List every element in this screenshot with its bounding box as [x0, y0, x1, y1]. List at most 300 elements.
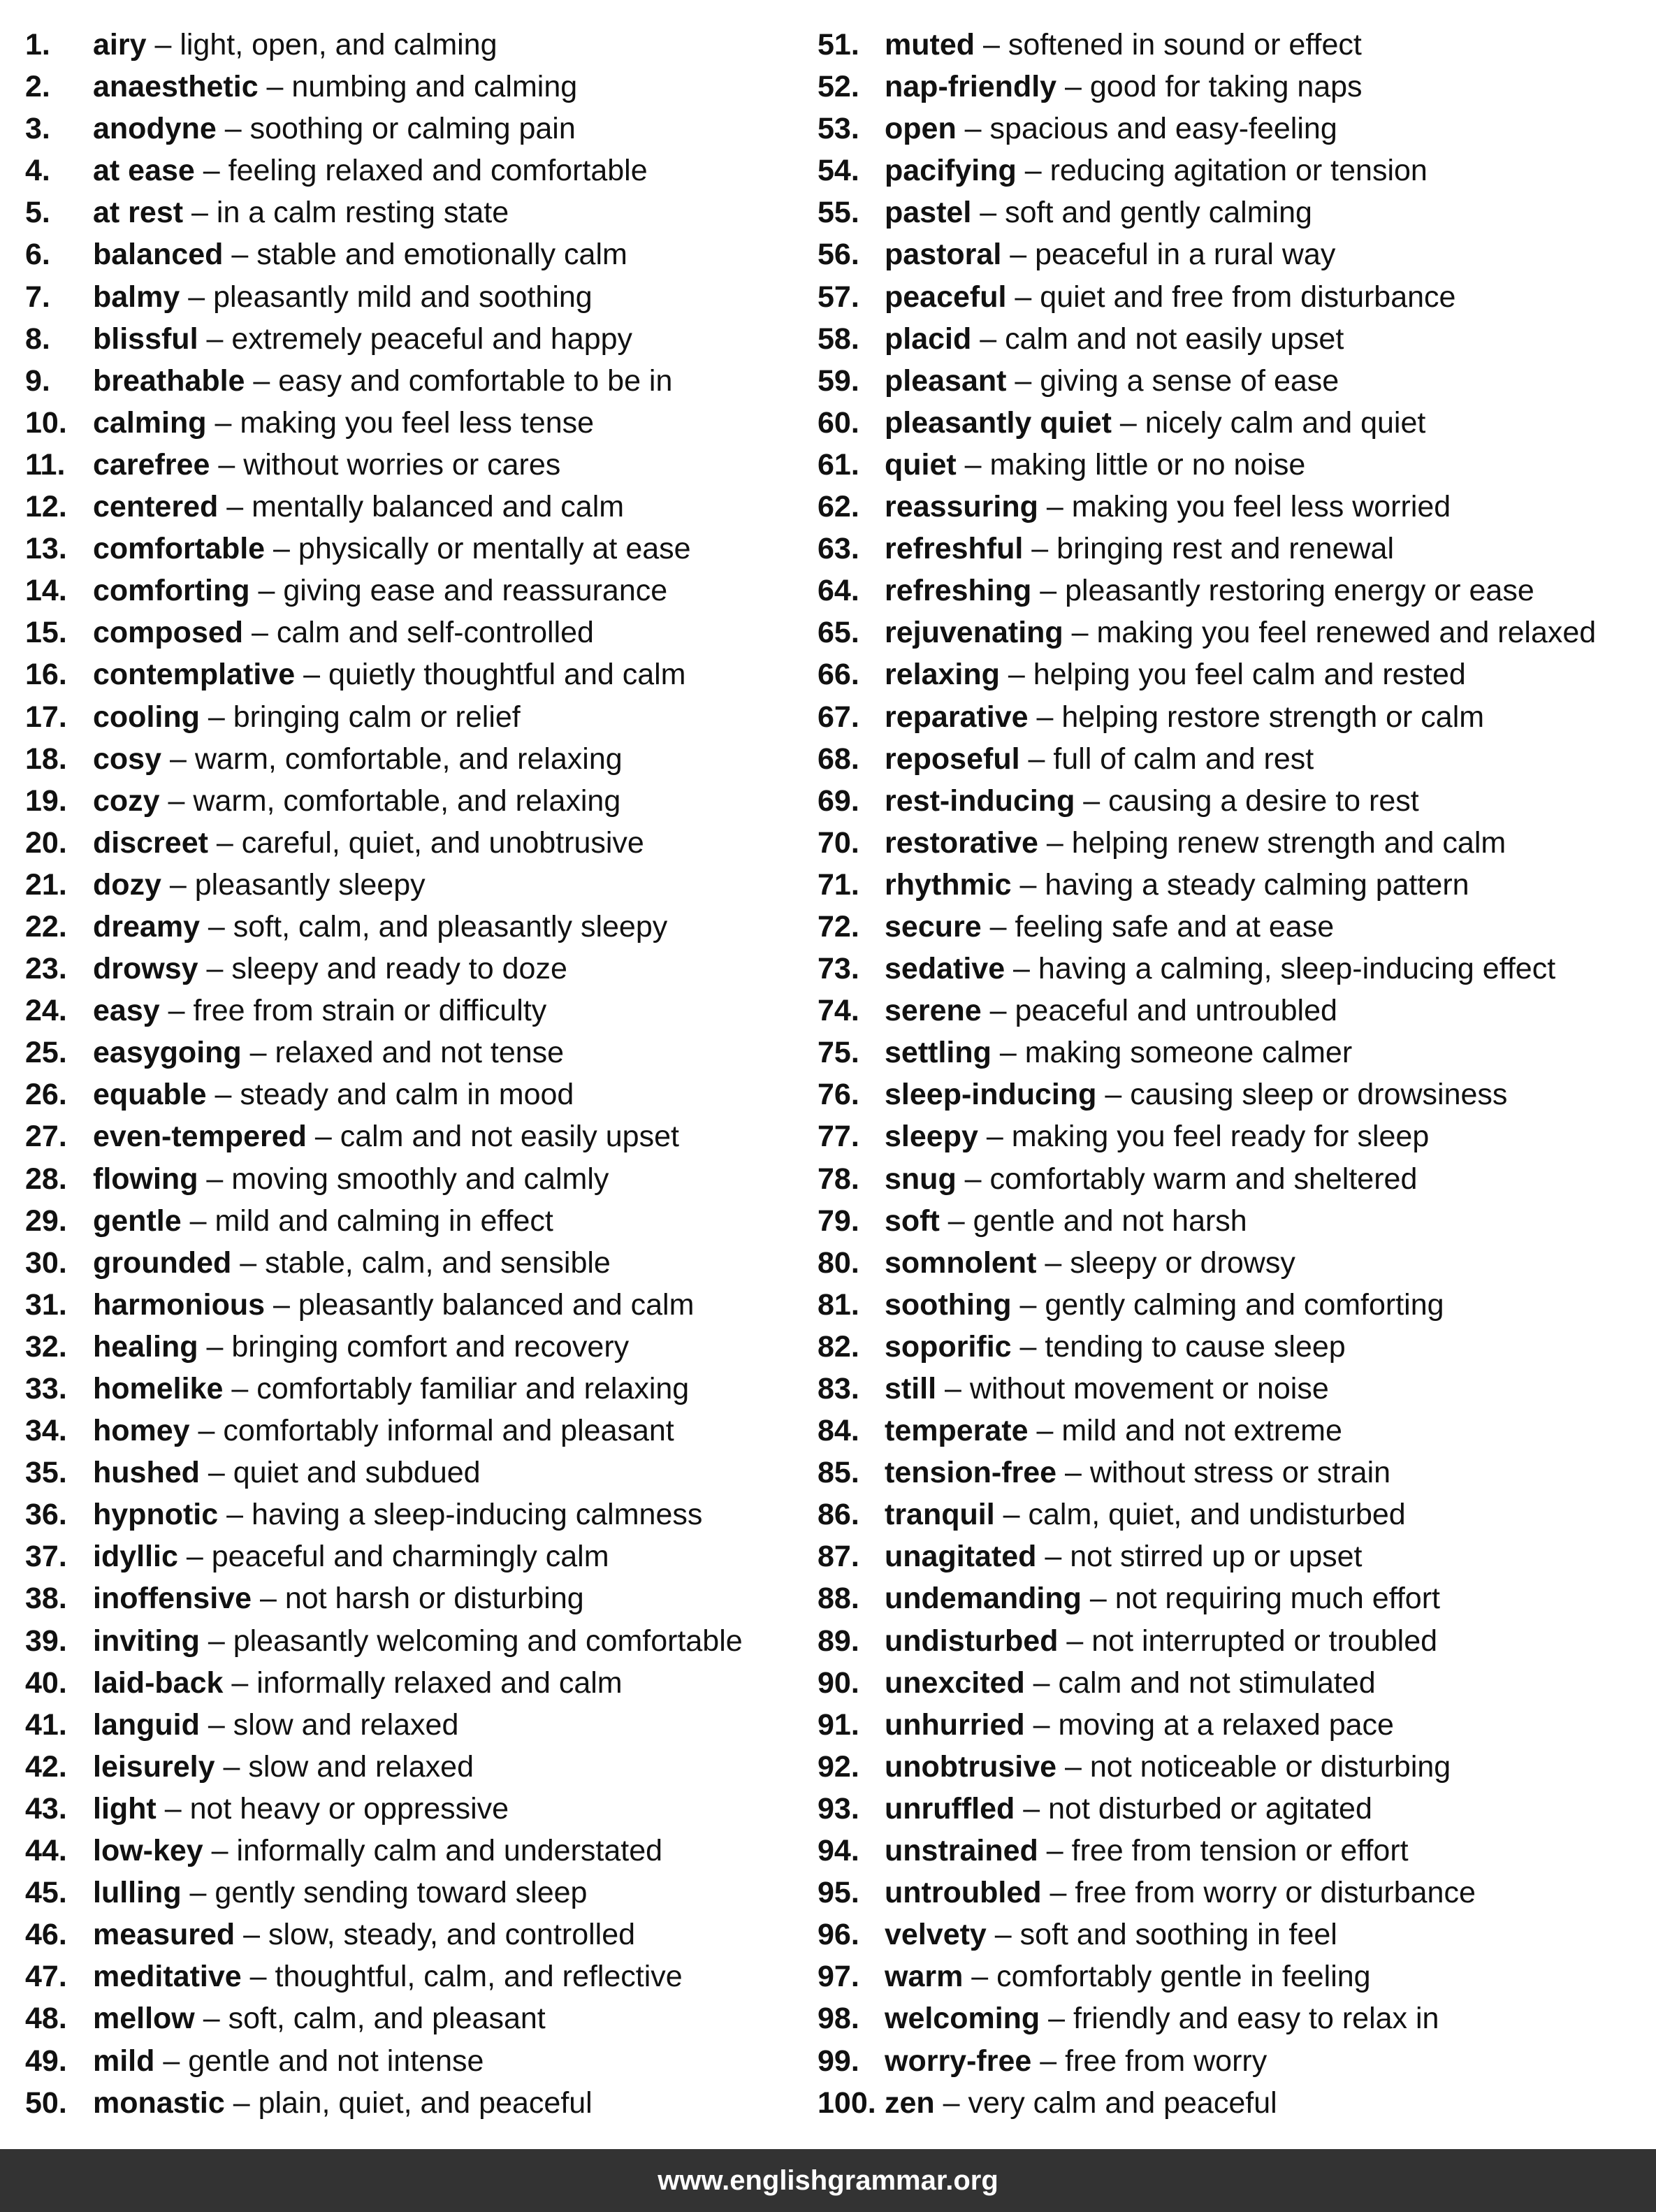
item-separator: – — [154, 2044, 189, 2078]
list-item — [25, 528, 808, 570]
item-number: 37. — [25, 1540, 67, 1574]
item-definition: gentle and not harsh — [973, 1203, 1247, 1238]
item-separator: – — [159, 783, 194, 818]
item-separator: – — [265, 1287, 298, 1322]
list-item — [818, 1830, 1653, 1872]
list-item — [818, 1914, 1653, 1956]
item-word: gentle — [93, 1203, 182, 1238]
item-separator: – — [1036, 1540, 1070, 1574]
item-separator: – — [216, 112, 250, 146]
list-item — [818, 738, 1653, 780]
item-separator: – — [189, 1414, 224, 1448]
item-separator: – — [1031, 2044, 1066, 2078]
list-item — [818, 1032, 1653, 1074]
item-definition: having a calming, sleep-inducing effect — [1038, 952, 1556, 986]
list-item — [818, 191, 1653, 233]
list-item — [818, 486, 1653, 528]
item-definition: slow and relaxed — [233, 1707, 459, 1742]
item-separator: – — [194, 154, 228, 188]
item-word: undemanding — [885, 1582, 1082, 1616]
item-separator: – — [1063, 616, 1097, 650]
item-word: nap-friendly — [885, 70, 1057, 104]
list-item — [818, 1535, 1653, 1577]
item-word: blissful — [93, 321, 198, 356]
item-separator: – — [252, 1582, 285, 1616]
item-definition: having a sleep-inducing calmness — [251, 1498, 703, 1532]
list-item — [818, 864, 1653, 906]
item-number: 14. — [25, 574, 67, 608]
item-word: velvety — [885, 1918, 987, 1952]
item-separator: – — [199, 700, 233, 734]
item-word: unexcited — [885, 1665, 1025, 1700]
item-word: homelike — [93, 1372, 224, 1405]
list-item — [25, 1704, 808, 1746]
item-definition: comfortably informal and pleasant — [223, 1414, 674, 1448]
item-word: meditative — [93, 1960, 242, 1994]
item-separator: – — [1028, 1414, 1062, 1448]
list-item — [25, 738, 808, 780]
list-item — [25, 1200, 808, 1242]
item-definition: warm, comfortable, and relaxing — [193, 783, 621, 818]
list-item — [818, 990, 1653, 1032]
item-word: unobtrusive — [885, 1749, 1057, 1784]
list-item — [818, 780, 1653, 822]
item-definition: soft and soothing in feel — [1019, 1918, 1337, 1952]
item-number: 19. — [25, 783, 67, 818]
item-word: contemplative — [93, 658, 296, 692]
item-number: 22. — [25, 909, 67, 944]
item-separator: – — [991, 1036, 1025, 1070]
item-separator: – — [177, 1540, 212, 1574]
item-definition: not heavy or oppressive — [189, 1791, 509, 1826]
list-item — [25, 1074, 808, 1115]
item-number: 1. — [25, 28, 50, 62]
item-definition: extremely peaceful and happy — [231, 321, 633, 356]
list-item — [818, 1997, 1653, 2039]
list-item — [25, 2040, 808, 2082]
item-word: peaceful — [885, 280, 1007, 314]
item-number: 63. — [818, 532, 859, 566]
item-separator: – — [161, 867, 195, 902]
item-definition: comfortably warm and sheltered — [989, 1162, 1418, 1196]
item-definition: making someone calmer — [1024, 1036, 1353, 1070]
item-separator: – — [1096, 1078, 1131, 1112]
item-number: 66. — [818, 658, 859, 692]
item-definition: relaxed and not tense — [275, 1036, 565, 1070]
item-number: 82. — [818, 1329, 859, 1364]
item-word: healing — [93, 1329, 198, 1364]
item-definition: calm and not easily upset — [340, 1120, 679, 1154]
item-number: 90. — [818, 1665, 859, 1700]
item-word: easygoing — [93, 1036, 242, 1070]
item-definition: mentally balanced and calm — [252, 490, 625, 524]
list-item — [25, 1872, 808, 1914]
item-number: 83. — [818, 1372, 859, 1405]
item-word: homey — [93, 1414, 190, 1448]
list-item — [818, 1620, 1653, 1662]
item-separator: – — [231, 1245, 266, 1280]
item-separator: – — [1111, 405, 1145, 440]
item-number: 7. — [25, 280, 50, 314]
item-separator: – — [956, 1162, 990, 1196]
item-number: 9. — [25, 363, 50, 398]
item-word: mellow — [93, 2002, 195, 2036]
item-number: 50. — [25, 2086, 67, 2120]
item-word: unstrained — [885, 1834, 1038, 1868]
list-item — [25, 1914, 808, 1956]
item-definition: soothing or calming pain — [249, 112, 576, 146]
item-separator: – — [223, 238, 257, 272]
list-item — [25, 318, 808, 360]
item-definition: physically or mentally at ease — [298, 532, 691, 566]
item-separator: – — [1056, 1456, 1090, 1490]
list-item — [25, 1368, 808, 1410]
item-definition: causing sleep or drowsiness — [1130, 1078, 1508, 1112]
item-word: somnolent — [885, 1245, 1037, 1280]
item-word: anaesthetic — [93, 70, 259, 104]
list-item — [25, 444, 808, 486]
item-definition: informally relaxed and calm — [256, 1665, 623, 1700]
item-word: restorative — [885, 825, 1038, 860]
item-number: 29. — [25, 1203, 67, 1238]
item-number: 5. — [25, 196, 50, 230]
item-number: 81. — [818, 1287, 859, 1322]
list-item — [818, 570, 1653, 612]
item-definition: feeling relaxed and comfortable — [228, 154, 648, 188]
list-item — [25, 653, 808, 695]
item-word: monastic — [93, 2086, 225, 2120]
item-number: 10. — [25, 405, 67, 440]
item-definition: peaceful and untroubled — [1015, 994, 1337, 1028]
item-definition: mild and calming in effect — [215, 1203, 553, 1238]
item-word: breathable — [93, 363, 245, 398]
item-word: worry-free — [885, 2044, 1032, 2078]
item-number: 76. — [818, 1078, 859, 1112]
item-separator: – — [1015, 1791, 1049, 1826]
item-separator: – — [1040, 2002, 1074, 2036]
item-word: refreshing — [885, 574, 1032, 608]
list-item — [818, 360, 1653, 402]
item-definition: making little or no noise — [989, 447, 1306, 482]
item-separator: – — [1011, 1287, 1045, 1322]
item-separator: – — [223, 1665, 257, 1700]
list-item — [25, 1158, 808, 1200]
item-number: 2. — [25, 70, 50, 104]
item-number: 72. — [818, 909, 859, 944]
list-item — [818, 1074, 1653, 1115]
list-item — [25, 276, 808, 318]
item-word: cooling — [93, 700, 200, 734]
item-definition: helping renew strength and calm — [1071, 825, 1506, 860]
item-separator: – — [1036, 1245, 1070, 1280]
item-word: soothing — [885, 1287, 1012, 1322]
item-separator: – — [956, 447, 990, 482]
item-definition: pleasantly restoring energy or ease — [1065, 574, 1534, 608]
item-separator: – — [1024, 1665, 1059, 1700]
item-separator: – — [295, 658, 328, 692]
item-word: reposeful — [885, 742, 1020, 776]
item-number: 34. — [25, 1414, 67, 1448]
item-separator: – — [1024, 1707, 1059, 1742]
item-definition: softened in sound or effect — [1008, 28, 1362, 62]
item-word: welcoming — [885, 2002, 1040, 2036]
item-number: 38. — [25, 1582, 67, 1616]
item-separator: – — [199, 1456, 233, 1490]
item-separator: – — [208, 825, 242, 860]
list-item — [25, 1620, 808, 1662]
item-definition: tending to cause sleep — [1045, 1329, 1346, 1364]
list-item — [818, 444, 1653, 486]
item-number: 92. — [818, 1749, 859, 1784]
item-definition: not requiring much effort — [1114, 1582, 1440, 1616]
item-word: settling — [885, 1036, 992, 1070]
item-word: muted — [885, 28, 975, 62]
item-definition: gently sending toward sleep — [215, 1876, 588, 1910]
item-word: warm — [885, 1960, 964, 1994]
item-definition: giving a sense of ease — [1040, 363, 1339, 398]
item-number: 44. — [25, 1834, 67, 1868]
item-separator: – — [215, 1749, 249, 1784]
item-separator: – — [199, 909, 233, 944]
list-item — [818, 653, 1653, 695]
list-item — [818, 2040, 1653, 2082]
item-definition: free from strain or difficulty — [193, 994, 547, 1028]
item-word: unagitated — [885, 1540, 1037, 1574]
item-number: 54. — [818, 154, 859, 188]
item-definition: causing a desire to rest — [1108, 783, 1419, 818]
list-item — [818, 1410, 1653, 1452]
item-separator: – — [994, 1498, 1029, 1532]
item-definition: stable and emotionally calm — [256, 238, 627, 272]
item-number: 16. — [25, 658, 67, 692]
item-word: tension-free — [885, 1456, 1057, 1490]
item-number: 32. — [25, 1329, 67, 1364]
list-item — [25, 1788, 808, 1830]
item-separator: – — [1038, 825, 1072, 860]
item-separator: – — [975, 28, 1008, 62]
item-number: 35. — [25, 1456, 67, 1490]
item-word: hypnotic — [93, 1498, 219, 1532]
item-number: 89. — [818, 1624, 859, 1658]
item-word: at rest — [93, 196, 184, 230]
item-definition: gently calming and comforting — [1045, 1287, 1444, 1322]
item-separator: – — [1019, 742, 1054, 776]
item-separator: – — [986, 1918, 1020, 1952]
item-definition: sleepy and ready to doze — [231, 952, 567, 986]
item-number: 41. — [25, 1707, 67, 1742]
item-separator: – — [198, 1162, 232, 1196]
item-number: 26. — [25, 1078, 67, 1112]
item-number: 56. — [818, 238, 859, 272]
item-definition: pleasantly welcoming and comfortable — [233, 1624, 743, 1658]
item-word: discreet — [93, 825, 208, 860]
item-word: rest-inducing — [885, 783, 1075, 818]
item-word: dreamy — [93, 909, 200, 944]
item-definition: calm and not easily upset — [1005, 321, 1344, 356]
item-definition: friendly and easy to relax in — [1073, 2002, 1439, 2036]
item-definition: very calm and peaceful — [968, 2086, 1277, 2120]
item-word: temperate — [885, 1414, 1029, 1448]
item-word: low-key — [93, 1834, 203, 1868]
item-separator: – — [981, 909, 1015, 944]
item-separator: – — [1023, 532, 1057, 566]
item-number: 85. — [818, 1456, 859, 1490]
item-definition: slow and relaxed — [248, 1749, 474, 1784]
item-definition: peaceful and charmingly calm — [211, 1540, 609, 1574]
list-item — [25, 1956, 808, 1997]
item-word: unhurried — [885, 1707, 1025, 1742]
item-word: drowsy — [93, 952, 198, 986]
item-separator: – — [1075, 783, 1109, 818]
item-number: 95. — [818, 1876, 859, 1910]
list-item — [818, 318, 1653, 360]
item-separator: – — [1011, 1329, 1045, 1364]
list-item — [25, 233, 808, 275]
item-word: cosy — [93, 742, 162, 776]
item-word: relaxing — [885, 658, 1000, 692]
item-separator: – — [245, 363, 279, 398]
footer-bar — [0, 2149, 1656, 2212]
list-item — [818, 612, 1653, 653]
item-definition: full of calm and rest — [1053, 742, 1314, 776]
item-separator: – — [223, 1372, 257, 1405]
item-number: 88. — [818, 1582, 859, 1616]
item-number: 87. — [818, 1540, 859, 1574]
item-number: 40. — [25, 1665, 67, 1700]
item-word: still — [885, 1372, 937, 1405]
item-number: 53. — [818, 112, 859, 146]
item-word: refreshful — [885, 532, 1024, 566]
item-definition: quietly thoughtful and calm — [328, 658, 686, 692]
item-definition: making you feel less worried — [1071, 490, 1451, 524]
item-definition: soft, calm, and pleasant — [228, 2002, 546, 2036]
item-word: harmonious — [93, 1287, 266, 1322]
item-definition: nicely calm and quiet — [1145, 405, 1426, 440]
item-number: 47. — [25, 1960, 67, 1994]
item-number: 68. — [818, 742, 859, 776]
item-separator: – — [265, 532, 298, 566]
list-item — [818, 528, 1653, 570]
item-word: comforting — [93, 574, 250, 608]
item-word: carefree — [93, 447, 210, 482]
item-word: balmy — [93, 280, 180, 314]
list-item — [25, 1032, 808, 1074]
item-separator: – — [1038, 1834, 1072, 1868]
item-definition: calm and not stimulated — [1058, 1665, 1376, 1700]
item-separator: – — [206, 1078, 240, 1112]
item-word: serene — [885, 994, 982, 1028]
item-separator: – — [235, 1918, 268, 1952]
list-item — [818, 66, 1653, 108]
list-item — [25, 486, 808, 528]
item-word: languid — [93, 1707, 200, 1742]
list-item — [25, 906, 808, 948]
item-definition: making you feel less tense — [240, 405, 595, 440]
item-number: 55. — [818, 196, 859, 230]
item-separator: – — [258, 70, 292, 104]
item-number: 23. — [25, 952, 67, 986]
item-number: 52. — [818, 70, 859, 104]
item-separator: – — [210, 447, 244, 482]
item-number: 15. — [25, 616, 67, 650]
item-separator: – — [306, 1120, 340, 1154]
item-word: balanced — [93, 238, 224, 272]
item-definition: not interrupted or troubled — [1091, 1624, 1438, 1658]
item-word: rejuvenating — [885, 616, 1063, 650]
list-item — [818, 1242, 1653, 1284]
item-number: 36. — [25, 1498, 67, 1532]
list-item — [25, 1746, 808, 1788]
item-definition: pleasantly sleepy — [194, 867, 426, 902]
item-separator: – — [181, 1203, 215, 1238]
item-definition: moving at a relaxed pace — [1058, 1707, 1394, 1742]
item-word: pastel — [885, 196, 972, 230]
item-definition: informally calm and understated — [236, 1834, 663, 1868]
item-number: 80. — [818, 1245, 859, 1280]
item-number: 45. — [25, 1876, 67, 1910]
footer-url[interactable]: www.englishgrammar.org — [658, 2165, 998, 2196]
list-item — [25, 1115, 808, 1157]
list-item — [25, 990, 808, 1032]
item-separator: – — [159, 994, 194, 1028]
item-number: 65. — [818, 616, 859, 650]
item-definition: free from worry or disturbance — [1075, 1876, 1476, 1910]
list-item — [25, 948, 808, 990]
item-separator: – — [161, 742, 195, 776]
item-separator: – — [183, 196, 217, 230]
item-separator: – — [1031, 574, 1066, 608]
item-word: snug — [885, 1162, 957, 1196]
item-number: 97. — [818, 1960, 859, 1994]
item-separator: – — [971, 196, 1005, 230]
list-item — [818, 1788, 1653, 1830]
item-separator: – — [1058, 1624, 1092, 1658]
item-separator: – — [1011, 867, 1045, 902]
item-separator: – — [1081, 1582, 1115, 1616]
item-number: 49. — [25, 2044, 67, 2078]
item-number: 58. — [818, 321, 859, 356]
item-word: calming — [93, 405, 207, 440]
item-number: 84. — [818, 1414, 859, 1448]
item-definition: sleepy or drowsy — [1070, 1245, 1295, 1280]
list-item — [25, 150, 808, 191]
item-definition: pleasantly balanced and calm — [298, 1287, 695, 1322]
item-number: 61. — [818, 447, 859, 482]
item-number: 42. — [25, 1749, 67, 1784]
list-item — [818, 948, 1653, 990]
item-number: 67. — [818, 700, 859, 734]
item-word: dozy — [93, 867, 161, 902]
item-word: pleasant — [885, 363, 1007, 398]
list-item — [25, 1662, 808, 1704]
item-separator: – — [243, 616, 277, 650]
list-item — [818, 1284, 1653, 1326]
list-item — [818, 1115, 1653, 1157]
item-number: 31. — [25, 1287, 67, 1322]
item-word: at ease — [93, 154, 195, 188]
item-number: 3. — [25, 112, 50, 146]
item-definition: gentle and not intense — [188, 2044, 484, 2078]
item-number: 8. — [25, 321, 50, 356]
item-definition: quiet and free from disturbance — [1040, 280, 1456, 314]
item-number: 73. — [818, 952, 859, 986]
item-number: 30. — [25, 1245, 67, 1280]
item-word: quiet — [885, 447, 957, 482]
item-number: 28. — [25, 1162, 67, 1196]
item-separator: – — [203, 1834, 237, 1868]
item-word: even-tempered — [93, 1120, 307, 1154]
item-number: 6. — [25, 238, 50, 272]
